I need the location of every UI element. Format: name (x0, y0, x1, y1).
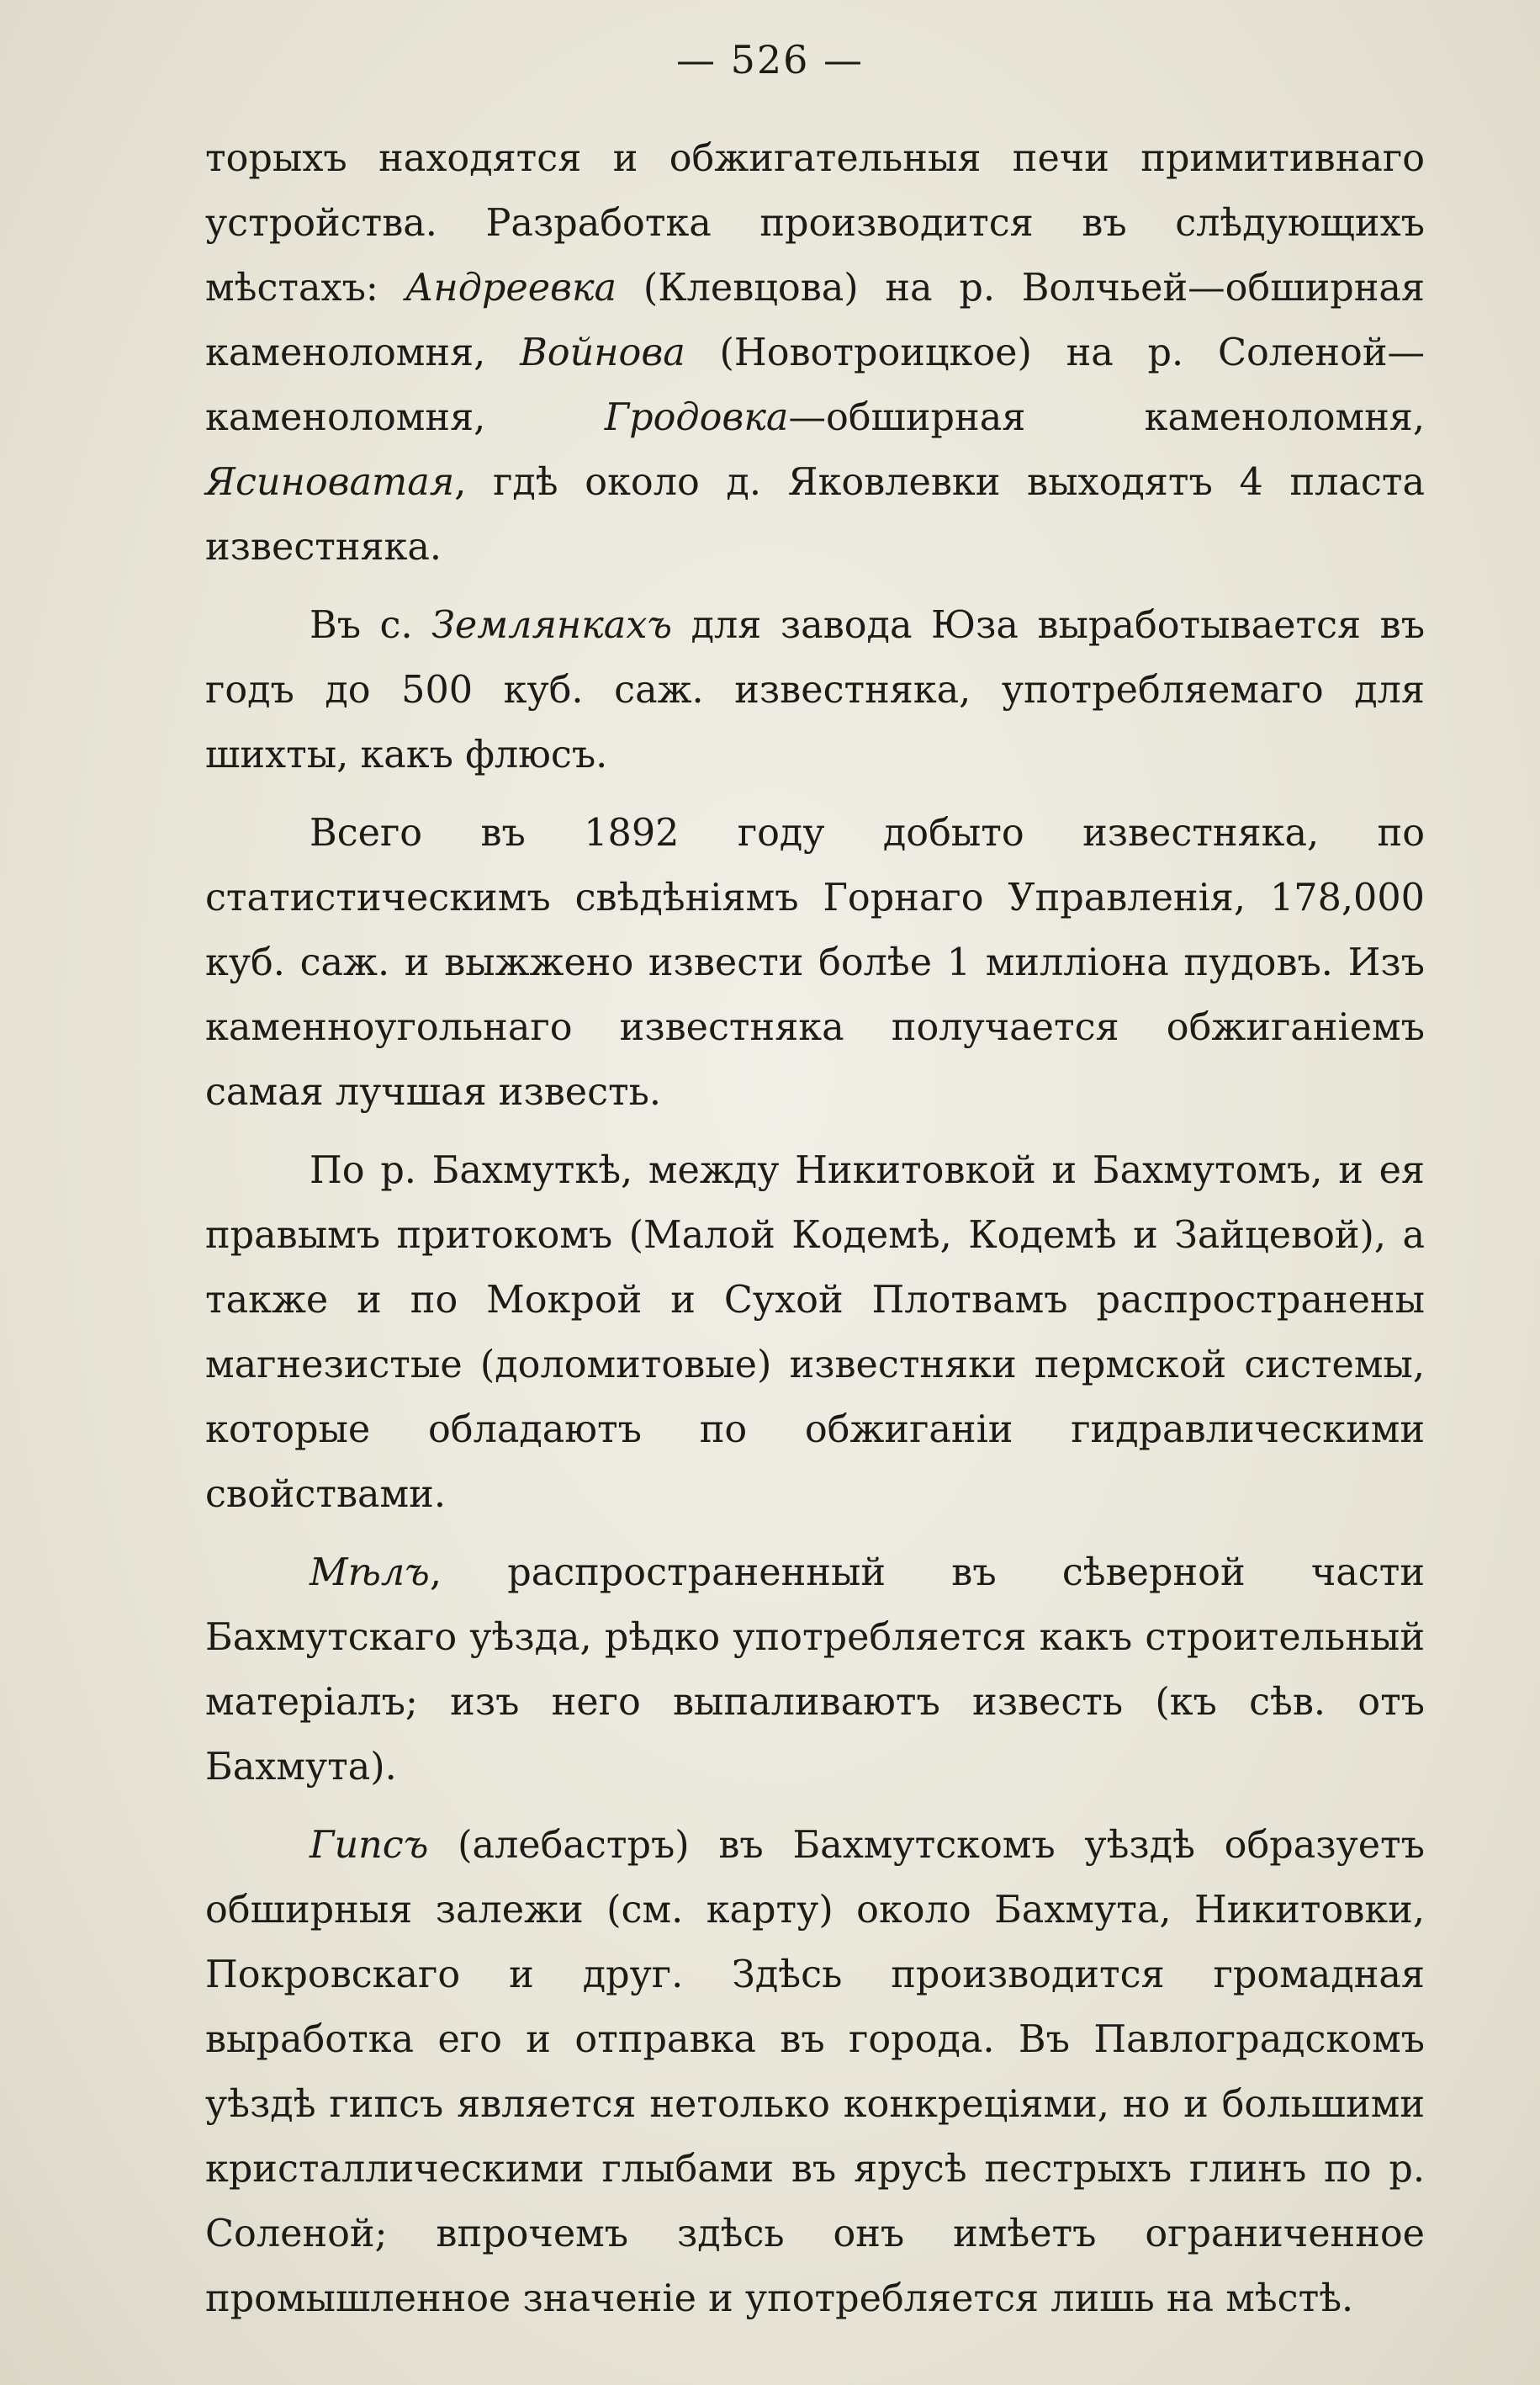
text-run: Всего въ 1892 году добыто известняка, по статистическимъ свѣдѣніямъ Горнаго Управленія, 178,000 куб. саж. и выжжено извести болѣе 1 милліона пудовъ. Изъ каменноугольнаго известняка получается обжиганіемъ самая лучшая известь. (205, 812, 1425, 1114)
text-run: (Новотроицкое) на р. Соленой—каменоломня, (205, 331, 1425, 439)
text-run: для завода Юза выработывается въ годъ до 500 куб. саж. известняка, употребляемаго для шихты, какъ флюсъ. (205, 604, 1425, 776)
page-number: — 526 — (675, 37, 865, 82)
paragraph (205, 801, 1425, 1125)
body-text (205, 126, 1425, 2345)
text-run: , гдѣ около д. Яковлевки выходятъ 4 пласта известняка. (205, 461, 1425, 569)
paragraph (205, 1138, 1425, 1527)
text-run: (алебастръ) въ Бахмутскомъ уѣздѣ образуетъ обширныя залежи (см. карту) около Бахмута, Никитовки, Покровскаго и друг. Здѣсь производится громадная выработка его и отправка въ города. Въ Павлоградскомъ уѣздѣ гипсъ является нетолько конкреціями, но и большими кристаллическими глыбами въ ярусѣ пестрыхъ глинъ по р. Соленой; впрочемъ здѣсь онъ имѣетъ ограниченное промышленное значеніе и употребляется лишь на мѣстѣ. (205, 1824, 1425, 2320)
text-run: По р. Бахмуткѣ, между Никитовкой и Бахмутомъ, и ея правымъ притокомъ (Малой Кодемѣ, Кодемѣ и Зайцевой), а также и по Мокрой и Сухой Плотвамъ распространены магнезистые (доломитовые) известняки пермской системы, которые обладаютъ по обжиганіи гидравлическими свойствами. (205, 1149, 1425, 1516)
paragraph (205, 126, 1425, 580)
text-run: Въ с. (310, 604, 432, 647)
paragraph (205, 1813, 1425, 2331)
italic-term: Ясиноватая (205, 461, 455, 504)
paragraph (205, 593, 1425, 787)
text-run: —обширная каменоломня, (788, 396, 1425, 439)
italic-term: Андреевка (405, 267, 617, 310)
italic-term: Землянкахъ (431, 604, 673, 647)
text-run: торыхъ находятся и обжигательныя печи примитивнаго устройства. Разработка производится въ слѣдующихъ мѣстахъ: (205, 137, 1425, 310)
italic-term: Мѣлъ (310, 1551, 430, 1594)
italic-term: Гипсъ (310, 1824, 429, 1867)
text-run: (Клевцова) на р. Волчьей—обширная каменоломня, (205, 267, 1425, 374)
text-run: , распространенный въ сѣверной части Бахмутскаго уѣзда, рѣдко употребляется какъ строительный матеріалъ; изъ него выпаливаютъ известь (къ сѣв. отъ Бахмута). (205, 1551, 1425, 1789)
italic-term: Войнова (520, 331, 685, 374)
italic-term: Гродовка (604, 396, 789, 439)
paragraph (205, 1540, 1425, 1799)
